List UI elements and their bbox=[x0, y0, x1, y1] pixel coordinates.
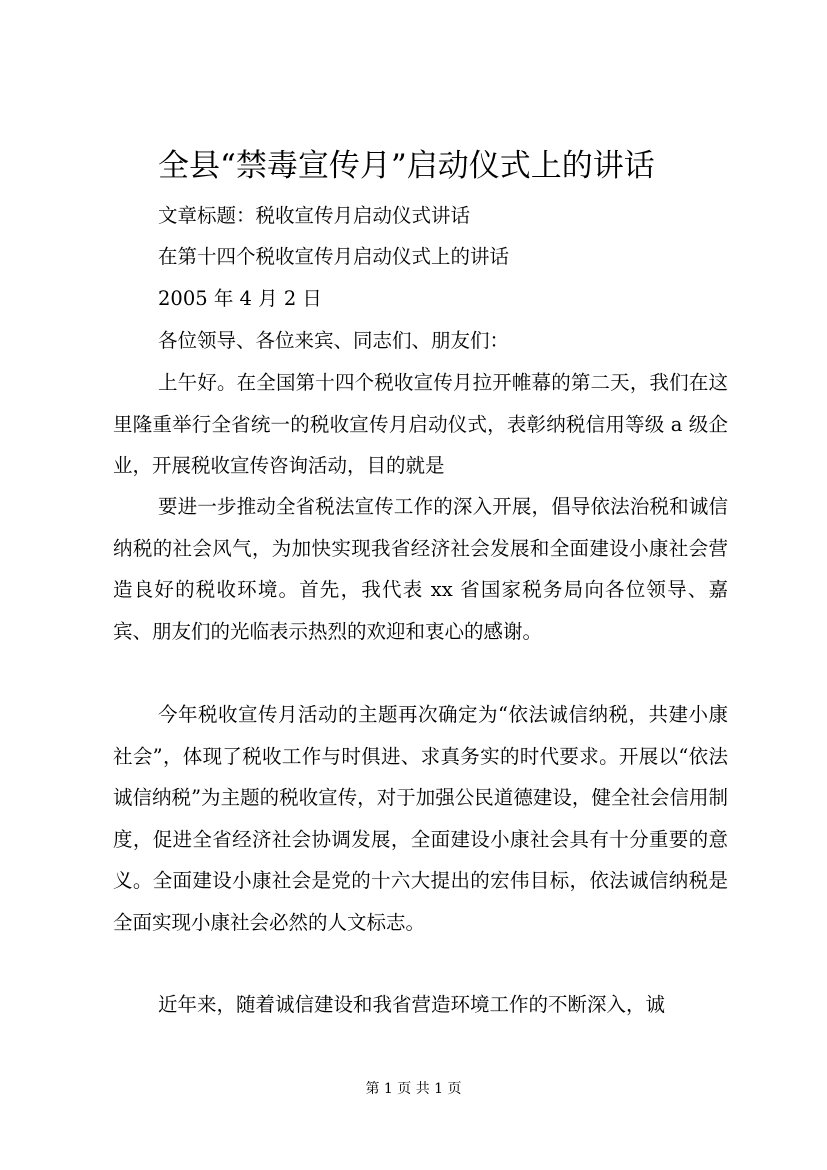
paragraph-1: 上午好。在全国第十四个税收宣传月拉开帷幕的第二天，我们在这里隆重举行全省统一的税收宣传月启动仪式，表彰纳税信用等级 a 级企业，开展税收宣传咨询活动，目的就是 bbox=[113, 371, 728, 477]
speech-heading-line: 在第十四个税收宣传月启动仪式上的讲话 bbox=[158, 245, 510, 268]
document-title: 全县“禁毒宣传月”启动仪式上的讲话 bbox=[158, 148, 655, 184]
paragraph-3: 今年税收宣传月活动的主题再次确定为“依法诚信纳税，共建小康社会”，体现了税收工作与时俱进、求真务实的时代要求。开展以“依法诚信纳税”为主题的税收宣传，对于加强公民道德建设，健全社会信用制度，促进全省经济社会协调发展，全面建设小康社会具有十分重要的意义。全面建设小康社会是党的十六大提出的宏伟目标，依法诚信纳税是全面实现小康社会必然的人文标志。 bbox=[113, 703, 728, 934]
article-title-line: 文章标题：税收宣传月启动仪式讲话 bbox=[158, 204, 471, 227]
date-line: 2005 年 4 月 2 日 bbox=[158, 287, 322, 310]
salutation-line: 各位领导、各位来宾、同志们、朋友们： bbox=[158, 329, 510, 352]
page-footer: 第 1 页 共 1 页 bbox=[365, 1081, 462, 1097]
paragraph-4: 近年来，随着诚信建设和我省营造环境工作的不断深入，诚 bbox=[158, 993, 666, 1016]
paragraph-2: 要进一步推动全省税法宣传工作的深入开展，倡导依法治税和诚信纳税的社会风气，为加快实现我省经济社会发展和全面建设小康社会营造良好的税收环境。首先，我代表 xx 省国家税务局向各位领导、嘉宾、朋友们的光临表示热烈的欢迎和衷心的感谢。 bbox=[113, 495, 728, 643]
